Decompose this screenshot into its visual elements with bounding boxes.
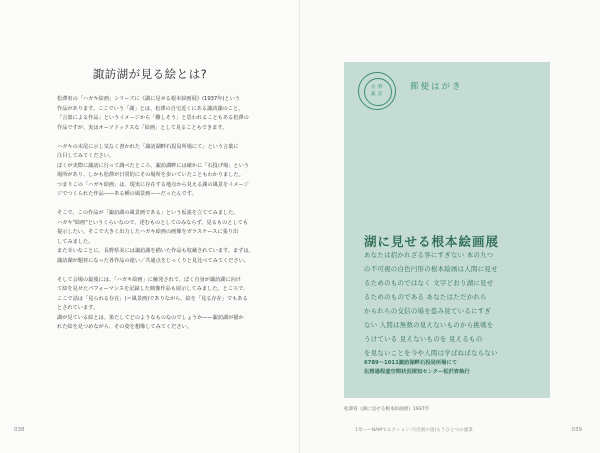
- page-number-left: 038: [14, 427, 25, 433]
- running-head: 1章——NAMでムクションゴ(出展の図)もうひとつの風景: [355, 428, 473, 433]
- verse-line: るためのものではなく 文字どおり湖に見せ: [364, 279, 494, 287]
- body-line: そして会場の最後には、「ハガキ絵画」に触発されて、ぼく自身が諏訪湖に向け: [57, 276, 242, 283]
- page-number-right: 039: [571, 427, 582, 433]
- body-line: そこで、この作品が「諏訪湖の風景画である」という仮説を立ててみました。: [57, 210, 239, 216]
- body-line: つまりこの「ハガキ絵画」は、現実に存在する地点から見える湖の風景をイメージ: [57, 181, 249, 188]
- body-line: 提示したい。そこで大きく出力したハガキ絵画の画像をガラスケースに張り出: [57, 229, 239, 235]
- verse-line: あなたは招かれざる客にすぎない 本の九つ: [364, 251, 494, 259]
- paragraph-gap: [57, 266, 257, 276]
- verse-line: を見ないことを今や人間は学ばねばならない: [364, 349, 498, 357]
- body-line: また幸いなことに、長野県美には諏訪湖を描いた作品も収蔵されています。まずは、: [57, 248, 254, 254]
- verse-line: の不可視の白色円形の根本絵画は人間に見せ: [364, 265, 498, 273]
- body-line: ハガキの末尾に示し気なく書かれた「諏訪湖畔石投局所場にて」という言葉に: [57, 143, 239, 150]
- body-line: 作品ですが、実はオーソドックスな「絵画」として見ることもできます。: [57, 124, 228, 131]
- body-text: [57, 95, 257, 333]
- body-line: してみました。: [57, 238, 94, 245]
- body-line: て絵を見せたパフォーマンスを記録した映像作品も展示してみました。ところで、: [57, 286, 249, 292]
- paragraph-gap: [57, 200, 257, 210]
- imprint-line: 6789〜1011諏訪湖畔石投局所場にて: [364, 360, 458, 366]
- page-title: 諏訪湖が見る絵とは?: [92, 67, 208, 81]
- postcard-artwork: [344, 62, 550, 398]
- circular-seal-icon: 長 野 諏 訪: [358, 72, 396, 110]
- body-line: 湖が見ている絵とは、果たしてどのようなものなのでしょうか——諏訪湖が描か: [57, 314, 244, 321]
- artwork-verse: [364, 248, 536, 360]
- body-line: とされています。: [57, 305, 99, 311]
- body-line: 「言葉による作品」というイメージから「難しそう」と思われることもある松澤の: [57, 115, 249, 121]
- body-line: ここで話は「見られる存在」(＝風景画)でありながら、絵を「見る存在」でもある: [57, 295, 248, 302]
- body-line: 注目してみてください。: [57, 153, 115, 159]
- body-line: ハガキ"絵画"というくらいなので、述むものとしてのみならず、見るものとしても: [57, 219, 249, 226]
- artwork-headline: 湖に見せる根本絵画展: [364, 234, 500, 249]
- body-line: ジでつくられた作品——ある種の風景画——だったんです。: [57, 191, 197, 197]
- artwork-imprint: [364, 359, 539, 377]
- verse-line: かられらの交信の場を盗み見ているにすぎ: [364, 307, 492, 315]
- body-line: 場所があり、しかも松澤が日常的にその場所を歩いていたこともわかりました。: [57, 172, 244, 178]
- postcard-label: 郵便はがき: [410, 82, 463, 92]
- body-line: れた絵を見つめながら、その姿を想像してみてください。: [57, 324, 192, 330]
- paragraph-gap: [57, 133, 257, 143]
- imprint-line: 伝想過程虚空間状況探知センター松沢宥執行: [364, 369, 470, 375]
- body-line: ぼくが実際に諏訪に行って調べたところ、諏訪湖畔には確かに「石投げ場」という: [57, 162, 249, 169]
- artwork-caption: 松澤宥《湖に見せる根本絵画展》1937年: [344, 407, 430, 412]
- body-line: 松澤宥の「ハガキ絵画」シリーズに《湖に見せる根本絵画展》(1937年)という: [57, 96, 240, 102]
- verse-line: るためのものである あなたはただかれら: [364, 293, 487, 301]
- body-line: 諏訪湖が題材になった各作品の違い／共通点をじっくりと見比べてみてください。: [57, 257, 249, 264]
- verse-line: ない 人間は無数の見えないものから挑戦を: [364, 321, 494, 329]
- verse-line: うけている 見えないものを 見えるもの: [364, 335, 483, 343]
- body-line: 作品があります。ここでいう「湖」とは、松澤の自宅近くにある諏訪湖のこと。: [57, 105, 244, 112]
